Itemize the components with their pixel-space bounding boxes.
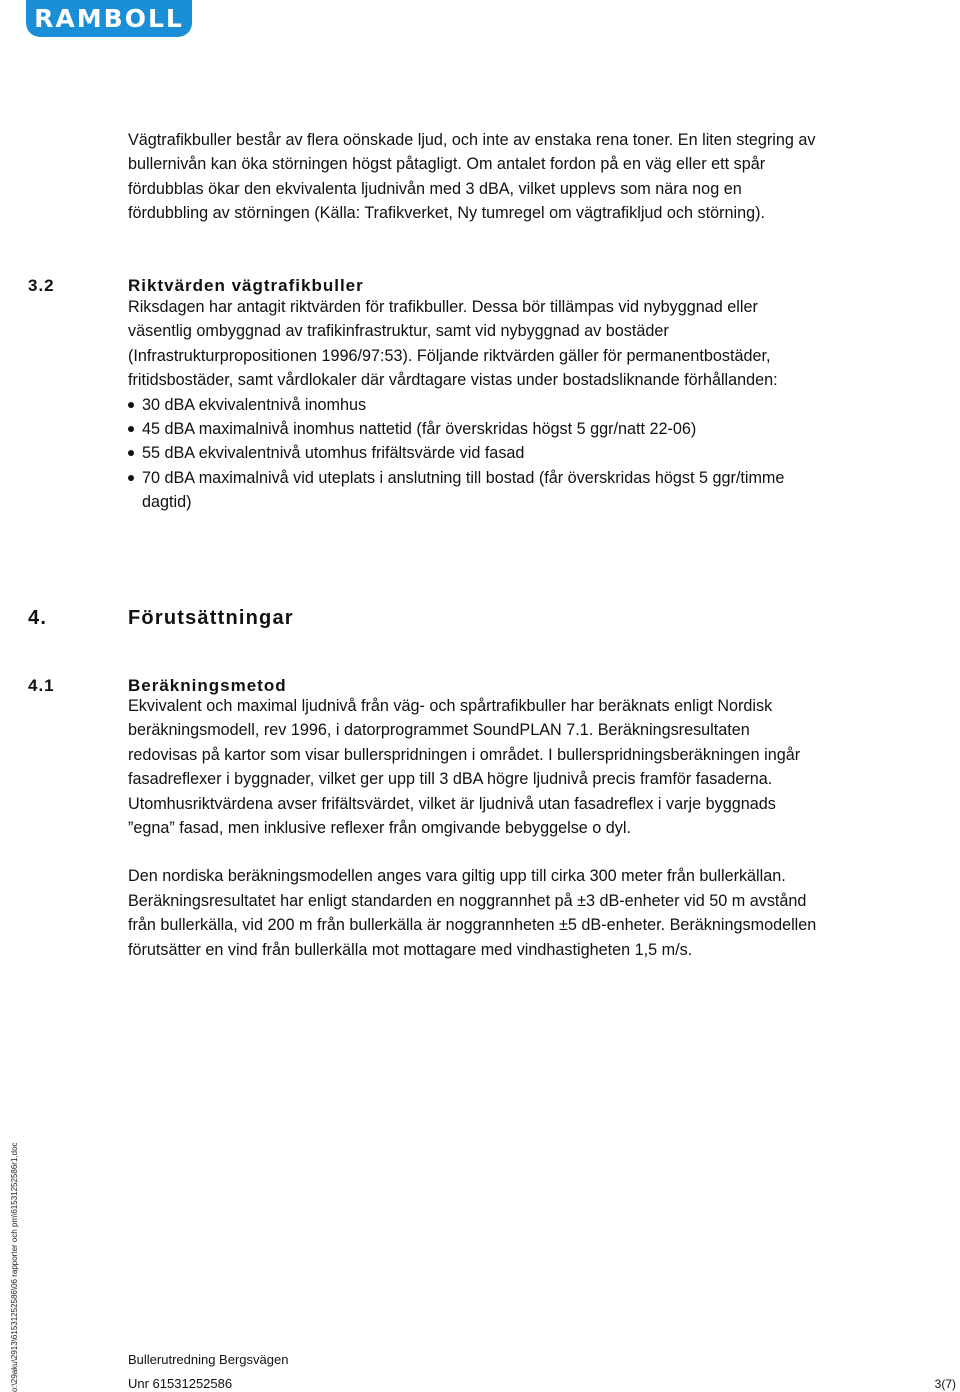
section-number: 4. [28,607,48,629]
page-number: 3(7) [934,1377,956,1391]
section-3-2-heading [28,275,364,297]
intro-paragraph: Vägtrafikbuller består av flera oönskade ljud, och inte av enstaka rena toner. En liten stegring av bullernivån kan öka störningen högst påtagligt. Om antalet fordon på en väg eller ett spår fördubblas ökar den ekvivalenta ljudnivån med 3 dBA, vilket upplevs som nära nog en fördubbling av störningen (Källa: Trafikverket, Ny tumregel om vägtrafikljud och störning). [128,131,816,223]
section-title: Beräkningsmetod [128,676,287,695]
ramboll-logo [26,0,192,37]
list-item: 30 dBA ekvivalentnivå inomhus [128,393,818,417]
list-item: 55 dBA ekvivalentnivå utomhus frifältsvärde vid fasad [128,441,818,465]
footer-report-number: Unr 61531252586 [128,1376,233,1391]
paragraph-gap [128,840,818,864]
section-4-heading [28,606,294,630]
logo-text: RAMBOLL [34,4,184,33]
section-number: 4.1 [28,676,55,695]
file-path-sidebar: o:\29aku\2913\61531252586\06 rapporter och pm\61531252586r1.doc [10,1142,19,1392]
section-3-2-body [128,295,818,515]
section-title: Riktvärden vägtrafikbuller [128,276,364,295]
limit-values-list [128,393,818,515]
list-item: 45 dBA maximalnivå inomhus nattetid (får överskridas högst 5 ggr/natt 22-06) [128,417,818,441]
method-paragraph-2: Den nordiska beräkningsmodellen anges vara giltig upp till cirka 300 meter från bullerkällan. Beräkningsresultatet har enligt standarden en noggrannhet på ±3 dB-enheter vid 50 m avstånd från bullerkälla, vid 200 m från bullerkälla är noggrannheten ±5 dB-enheter. Beräkningsmodellen förutsätter en vind från bullerkälla mot mottagare med vindhastigheten 1,5 m/s. [128,867,817,959]
footer-document-title: Bullerutredning Bergsvägen [128,1352,289,1367]
section-4-1-body [128,694,818,962]
section-number: 3.2 [28,276,55,295]
method-paragraph-1: Ekvivalent och maximal ljudnivå från väg- och spårtrafikbuller har beräknats enligt Nordisk beräkningsmodell, rev 1996, i datorprogrammet SoundPLAN 7.1. Beräkningsresultaten redovisas på kartor som visar bullerspridningen i området. I bullerspridningsberäkningen ingår fasadreflexer i byggnader, vilket ger upp till 3 dBA högre ljudnivå precis framför fasaderna. Utomhusriktvärdena avser frifältsvärdet, vilket är ljudnivå utan fasadreflex i varje byggnads ”egna” fasad, men inklusive reflexer från omgivande bebyggelse o dyl. [128,697,801,838]
list-item: 70 dBA maximalnivå vid uteplats i anslutning till bostad (får överskridas högst 5 ggr/timme dagtid) [128,466,818,515]
section-title: Förutsättningar [128,607,294,629]
section-3-2-paragraph: Riksdagen har antagit riktvärden för trafikbuller. Dessa bör tillämpas vid nybyggnad eller väsentlig ombyggnad av trafikinfrastruktur, samt vid nybyggnad av bostäder (Infrastrukturpropositionen 1996/97:53). Följande riktvärden gäller för permanentbostäder, fritidsbostäder, samt vårdlokaler där vårdtagare vistas under bostadsliknande förhållanden: [128,298,778,390]
